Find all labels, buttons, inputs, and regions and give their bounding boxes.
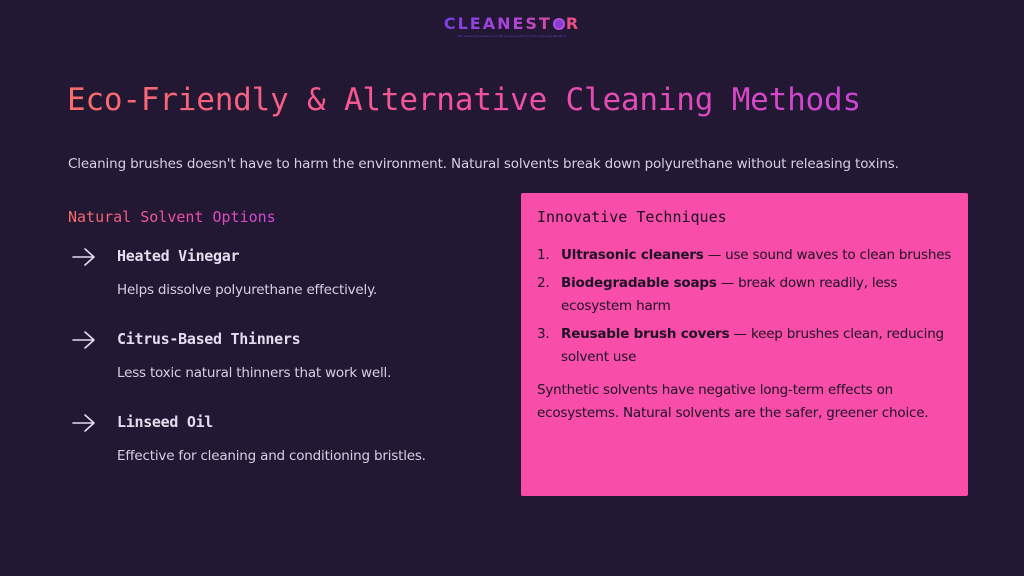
option-description: Less toxic natural thinners that work well. xyxy=(117,365,392,381)
logo-text-end: R xyxy=(565,14,581,33)
arrow-right-icon xyxy=(72,413,96,433)
item-bold: Ultrasonic cleaners xyxy=(561,247,704,263)
page-title: Eco-Friendly & Alternative Cleaning Methods xyxy=(67,82,861,118)
item-text: — break down readily, less ecosystem harm xyxy=(561,275,898,314)
option-citrus-thinners xyxy=(68,330,488,381)
option-linseed-oil xyxy=(68,413,488,464)
brand-logo xyxy=(0,14,1024,38)
list-item xyxy=(537,272,952,318)
innovative-techniques-card xyxy=(521,193,968,496)
option-name: Citrus-Based Thinners xyxy=(117,330,301,348)
item-text: — use sound waves to clean brushes xyxy=(703,247,952,263)
option-name: Linseed Oil xyxy=(117,413,214,431)
card-note: Synthetic solvents have negative long-term effects on ecosystems. Natural solvents are the safer, greener choice. xyxy=(537,382,929,421)
logo-text-start: CLEANEST xyxy=(443,14,552,33)
logo-tagline: Pro Cleaning Guides And Service Journalism From Cleaning Realtors xyxy=(458,34,566,38)
techniques-list xyxy=(537,244,952,369)
list-item xyxy=(537,323,952,369)
page-subtitle: Cleaning brushes doesn't have to harm the environment. Natural solvents break down polyurethane without releasing toxins. xyxy=(68,156,899,172)
logo-wordmark xyxy=(444,14,580,33)
item-bold: Biodegradable soaps xyxy=(561,275,717,291)
list-number: 2. xyxy=(537,275,550,291)
section-heading: Natural Solvent Options xyxy=(68,208,276,226)
natural-solvent-section xyxy=(68,207,488,464)
list-item xyxy=(537,244,952,267)
arrow-right-icon xyxy=(72,330,96,350)
option-heated-vinegar xyxy=(68,247,488,298)
option-description: Helps dissolve polyurethane effectively. xyxy=(117,282,378,298)
option-name: Heated Vinegar xyxy=(117,247,240,265)
item-text: — keep brushes clean, reducing solvent use xyxy=(561,326,944,365)
list-number: 3. xyxy=(537,326,550,342)
item-bold: Reusable brush covers xyxy=(561,326,730,342)
arrow-right-icon xyxy=(72,247,96,267)
card-heading: Innovative Techniques xyxy=(537,208,727,226)
list-number: 1. xyxy=(537,247,550,263)
option-description: Effective for cleaning and conditioning bristles. xyxy=(117,448,426,464)
logo-circle-icon xyxy=(553,18,565,30)
